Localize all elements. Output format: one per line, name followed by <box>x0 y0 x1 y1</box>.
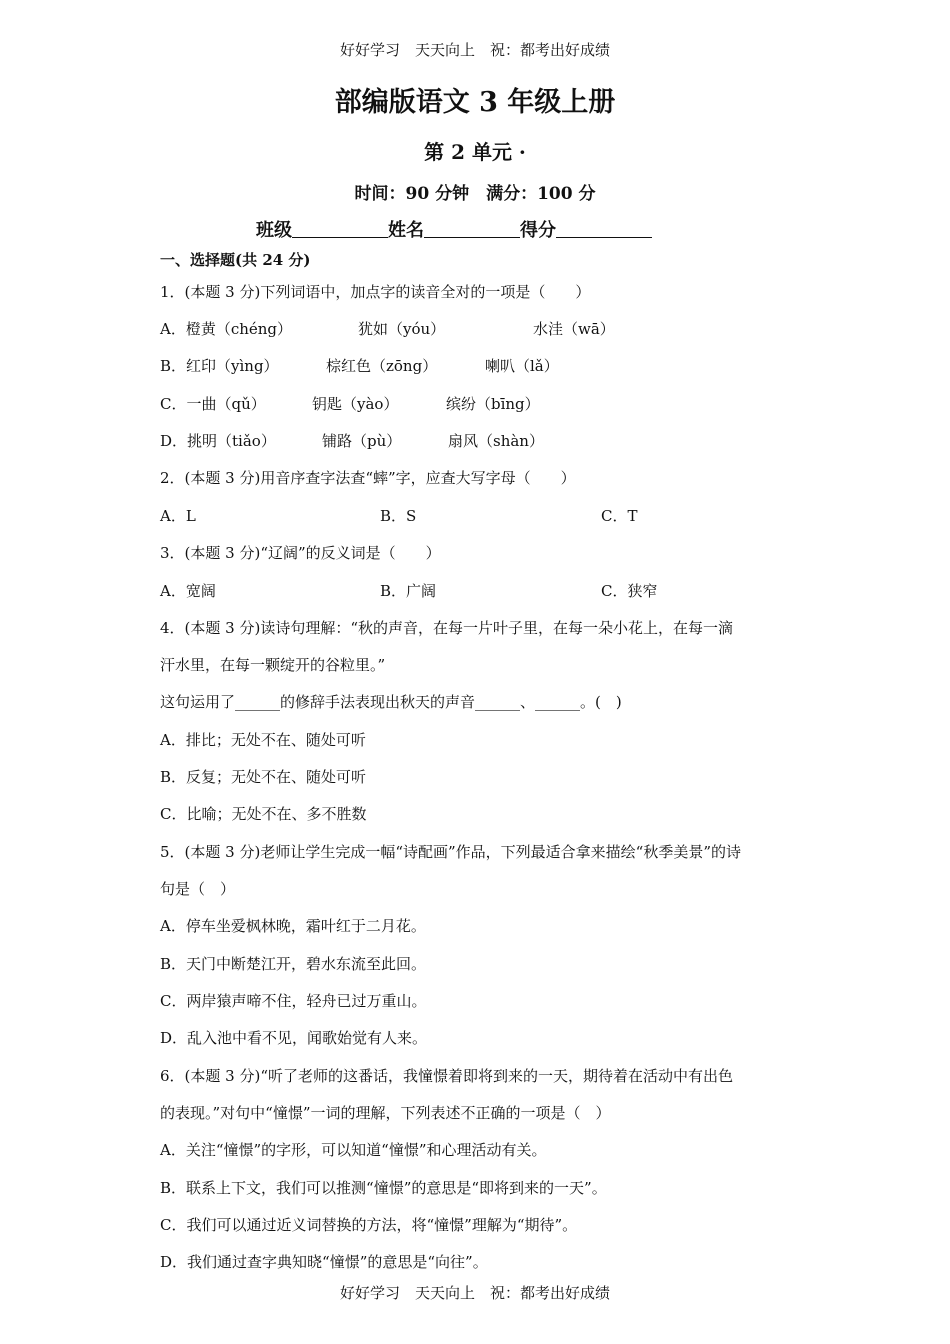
question-5-stem-line1: 5．(本题 3 分)老师让学生完成一幅“诗配画”作品，下列最适合拿来描绘“秋季美景”的诗 <box>160 843 742 861</box>
page-title: 部编版语文 3 年级上册 <box>334 87 616 118</box>
q2-option-b: B．S <box>380 507 417 525</box>
q3-option-a: A．宽阔 <box>160 582 216 600</box>
unit-subtitle: 第 2 单元 · <box>424 140 526 164</box>
class-label: 班级 <box>256 220 292 241</box>
q5-option-b: B．天门中断楚江开，碧水东流至此回。 <box>160 955 427 973</box>
q4-option-a: A．排比；无处不在、随处可听 <box>160 731 366 749</box>
q4-option-c: C．比喻；无处不在、多不胜数 <box>160 805 367 823</box>
name-blank[interactable] <box>424 221 520 238</box>
q1-option-c-word3: 缤纷（bīng） <box>446 395 540 413</box>
q2-option-c: C．T <box>601 507 638 525</box>
q6-option-c: C．我们可以通过近义词替换的方法，将“憧憬”理解为“期待”。 <box>160 1216 578 1234</box>
question-6-stem-line2: 的表现。”对句中“憧憬”一词的理解，下列表述不正确的一项是（ ） <box>160 1104 611 1122</box>
q1-option-b: B．红印（yìng） <box>160 357 279 375</box>
q6-option-a: A．关注“憧憬”的字形，可以知道“憧憬”和心理活动有关。 <box>160 1141 547 1159</box>
q6-option-b: B．联系上下文，我们可以推测“憧憬”的意思是“即将到来的一天”。 <box>160 1179 607 1197</box>
q1-option-b-word2: 棕红色（zōng） <box>326 357 438 375</box>
score-blank[interactable] <box>556 221 652 238</box>
q1-option-c-word2: 钥匙（yào） <box>312 395 399 413</box>
q3-option-b: B．广阔 <box>380 582 437 600</box>
q5-option-a: A．停车坐爱枫林晚，霜叶红于二月花。 <box>160 917 426 935</box>
q5-option-d: D．乱入池中看不见，闻歌始觉有人来。 <box>160 1029 428 1047</box>
q2-option-a: A．L <box>160 507 196 525</box>
question-2-stem: 2．(本题 3 分)用音序查字法查“蟀”字，应查大写字母（ ） <box>160 469 576 487</box>
score-label: 得分 <box>520 220 556 241</box>
q1-option-c: C．一曲（qǔ） <box>160 395 266 413</box>
q1-option-a-word2: 犹如（yóu） <box>358 320 446 338</box>
q1-option-d-word2: 铺路（pù） <box>322 432 402 450</box>
question-4-stem-line1: 4．(本题 3 分)读诗句理解：“秋的声音，在每一片叶子里，在每一朵小花上，在每一滴 <box>160 619 733 637</box>
question-4-stem-line3: 这句运用了______的修辞手法表现出秋天的声音______、______。( ) <box>160 693 622 711</box>
question-1-stem: 1．(本题 3 分)下列词语中，加点字的读音全对的一项是（ ） <box>160 283 591 301</box>
question-4-stem-line2: 汗水里，在每一颗绽开的谷粒里。” <box>160 656 386 674</box>
q6-option-d: D．我们通过查字典知晓“憧憬”的意思是“向往”。 <box>160 1253 488 1271</box>
q3-option-c: C．狭窄 <box>601 582 658 600</box>
question-3-stem: 3．(本题 3 分)“辽阔”的反义词是（ ） <box>160 544 441 562</box>
name-label: 姓名 <box>388 220 424 241</box>
page-header: 好好学习 天天向上 祝：都考出好成绩 <box>339 41 610 59</box>
time-score-line: 时间：90 分钟 满分：100 分 <box>354 184 596 204</box>
question-5-stem-line2: 句是（ ） <box>160 880 236 898</box>
question-6-stem-line1: 6．(本题 3 分)“听了老师的这番话，我憧憬着即将到来的一天，期待着在活动中有出色 <box>160 1067 733 1085</box>
class-blank[interactable] <box>292 221 388 238</box>
q1-option-b-word3: 喇叭（lǎ） <box>485 357 559 375</box>
q1-option-d-word3: 扇风（shàn） <box>448 432 544 450</box>
q4-option-b: B．反复；无处不在、随处可听 <box>160 768 367 786</box>
q1-option-a-word3: 水洼（wā） <box>533 320 615 338</box>
q1-option-d: D．挑明（tiǎo） <box>160 432 276 450</box>
q1-option-a: A．橙黄（chéng） <box>160 320 293 338</box>
page-footer: 好好学习 天天向上 祝：都考出好成绩 <box>339 1284 610 1302</box>
student-info-line <box>256 216 652 242</box>
section-title: 一、选择题(共 24 分) <box>160 251 311 269</box>
q5-option-c: C．两岸猿声啼不住，轻舟已过万重山。 <box>160 992 427 1010</box>
